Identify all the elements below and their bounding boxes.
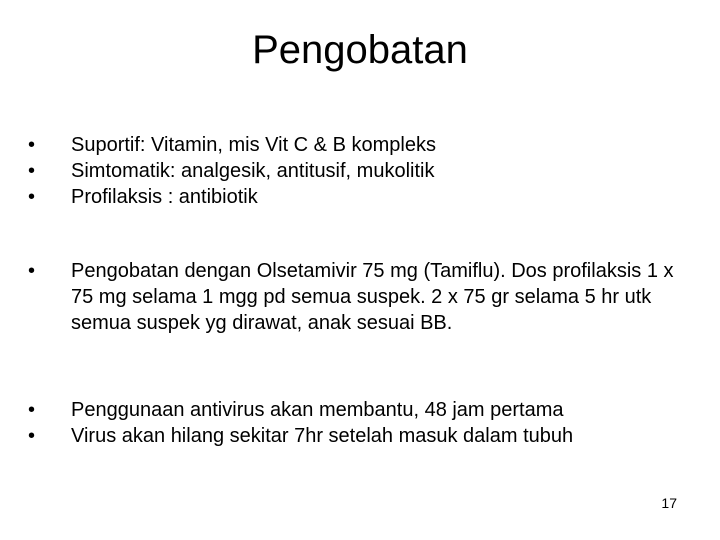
bullet-item <box>28 423 690 449</box>
bullet-text: Profilaksis : antibiotik <box>71 186 258 208</box>
page-number: 17 <box>661 495 677 511</box>
bullet-item <box>28 158 690 184</box>
bullet-item <box>28 184 690 210</box>
bullet-dot-icon: • <box>28 186 36 208</box>
bullet-text: Simtomatik: analgesik, antitusif, mukolitik <box>71 160 435 182</box>
bullet-item <box>28 132 690 158</box>
bullet-dot-icon: • <box>28 399 36 421</box>
bullet-dot-icon: • <box>28 260 36 282</box>
bullet-dot-icon: • <box>28 160 36 182</box>
bullet-dot-icon: • <box>28 425 36 447</box>
bullet-item <box>28 397 690 423</box>
bullet-list-oseltamivir <box>28 258 690 336</box>
bullet-list-supportive <box>28 132 690 210</box>
slide-title: Pengobatan <box>252 28 468 72</box>
bullet-item <box>28 258 690 336</box>
bullet-text: Pengobatan dengan Olsetamivir 75 mg (Tamiflu). Dos profilaksis 1 x 75 mg selama 1 mgg pd semua suspek. 2 x 75 gr selama 5 hr utk semua suspek yg dirawat, anak sesuai BB. <box>71 260 674 334</box>
bullet-text: Virus akan hilang sekitar 7hr setelah masuk dalam tubuh <box>71 425 574 447</box>
bullet-dot-icon: • <box>28 134 36 156</box>
bullet-text: Penggunaan antivirus akan membantu, 48 jam pertama <box>71 399 564 421</box>
bullet-list-antiviral <box>28 397 690 449</box>
bullet-text: Suportif: Vitamin, mis Vit C & B kompleks <box>71 134 436 156</box>
